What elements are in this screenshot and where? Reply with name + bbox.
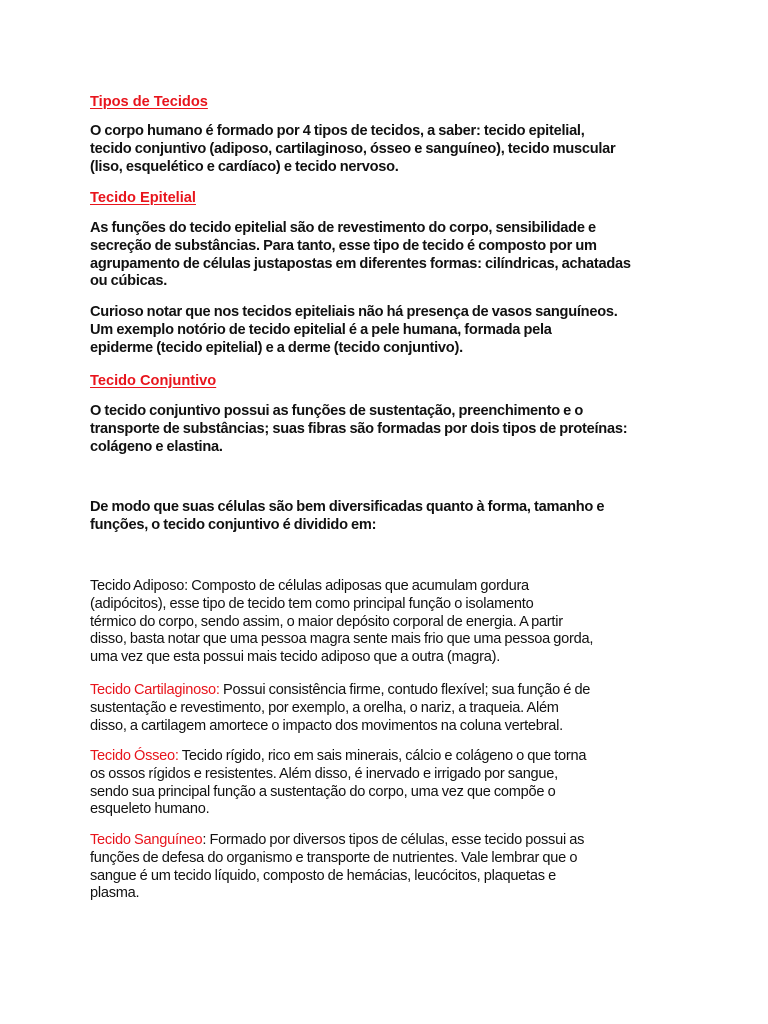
- text-line: funções de defesa do organismo e transporte de nutrientes. Vale lembrar que o: [90, 849, 578, 866]
- heading-tipos-de-tecidos: Tipos de Tecidos: [90, 94, 208, 110]
- paragraph-tecido-adiposo: [90, 578, 690, 667]
- text-line: os ossos rígidos e resistentes. Além disso, é inervado e irrigado por sangue,: [90, 765, 558, 782]
- text-line: disso, basta notar que uma pessoa magra sente mais frio que uma pessoa gorda,: [90, 631, 594, 648]
- text-line: térmico do corpo, sendo assim, o maior depósito corporal de energia. A partir: [90, 613, 563, 630]
- text-line: Um exemplo notório de tecido epitelial é a pele humana, formada pela: [90, 321, 552, 338]
- paragraph-epitelial-1: [90, 220, 690, 291]
- heading-tecido-conjuntivo: Tecido Conjuntivo: [90, 373, 217, 389]
- text-line: [90, 748, 690, 766]
- text-line: sendo sua principal função a sustentação do corpo, uma vez que compõe o: [90, 783, 556, 800]
- text-line: uma vez que esta possui mais tecido adiposo que a outra (magra).: [90, 649, 501, 666]
- paragraph-conjuntivo-2: [90, 499, 690, 535]
- text-line: Tecido Adiposo: Composto de células adiposas que acumulam gordura: [90, 578, 529, 594]
- text-line: tecido conjuntivo (adiposo, cartilaginoso, ósseo e sanguíneo), tecido muscular: [90, 140, 616, 157]
- text-line: sangue é um tecido líquido, composto de hemácias, leucócitos, plaquetas e: [90, 867, 556, 884]
- text-line: As funções do tecido epitelial são de revestimento do corpo, sensibilidade e: [90, 220, 596, 236]
- heading-tecido-epitelial: Tecido Epitelial: [90, 190, 196, 206]
- text-line: epiderme (tecido epitelial) e a derme (tecido conjuntivo).: [90, 339, 463, 356]
- cartilaginoso-first-line: Possui consistência firme, contudo flexível; sua função é de: [219, 682, 591, 698]
- text-line: plasma.: [90, 885, 140, 902]
- paragraph-tecido-sanguineo: [90, 832, 690, 903]
- text-line: (adipócitos), esse tipo de tecido tem como principal função o isolamento: [90, 595, 534, 612]
- text-line: De modo que suas células são bem diversificadas quanto à forma, tamanho e: [90, 499, 605, 515]
- text-line: [90, 832, 690, 850]
- paragraph-intro: [90, 123, 690, 176]
- paragraph-tecido-cartilaginoso: [90, 682, 690, 735]
- text-line: funções, o tecido conjuntivo é dividido em:: [90, 516, 377, 533]
- text-line: Curioso notar que nos tecidos epiteliais não há presença de vasos sanguíneos.: [90, 304, 618, 320]
- osseo-label: Tecido Ósseo:: [90, 748, 179, 764]
- text-line: esqueleto humano.: [90, 801, 210, 818]
- text-line: agrupamento de células justapostas em diferentes formas: cilíndricas, achatadas: [90, 255, 631, 272]
- sanguineo-first-line: : Formado por diversos tipos de células, esse tecido possui as: [202, 832, 585, 848]
- text-line: O corpo humano é formado por 4 tipos de tecidos, a saber: tecido epitelial,: [90, 123, 585, 139]
- text-line: disso, a cartilagem amortece o impacto dos movimentos na coluna vertebral.: [90, 717, 563, 734]
- paragraph-conjuntivo-1: [90, 403, 690, 456]
- paragraph-epitelial-2: [90, 304, 690, 357]
- text-line: O tecido conjuntivo possui as funções de sustentação, preenchimento e o: [90, 403, 583, 419]
- paragraph-tecido-osseo: [90, 748, 690, 819]
- text-line: transporte de substâncias; suas fibras são formadas por dois tipos de proteínas:: [90, 420, 628, 437]
- sanguineo-label: Tecido Sanguíneo: [90, 832, 203, 848]
- text-line: [90, 682, 690, 700]
- osseo-first-line: Tecido rígido, rico em sais minerais, cálcio e colágeno o que torna: [178, 748, 587, 764]
- text-line: sustentação e revestimento, por exemplo, a orelha, o nariz, a traqueia. Além: [90, 699, 559, 716]
- text-line: secreção de substâncias. Para tanto, esse tipo de tecido é composto por um: [90, 237, 597, 254]
- text-line: (liso, esquelético e cardíaco) e tecido nervoso.: [90, 158, 399, 175]
- text-line: colágeno e elastina.: [90, 438, 223, 455]
- text-line: ou cúbicas.: [90, 273, 168, 290]
- cartilaginoso-label: Tecido Cartilaginoso:: [90, 682, 220, 698]
